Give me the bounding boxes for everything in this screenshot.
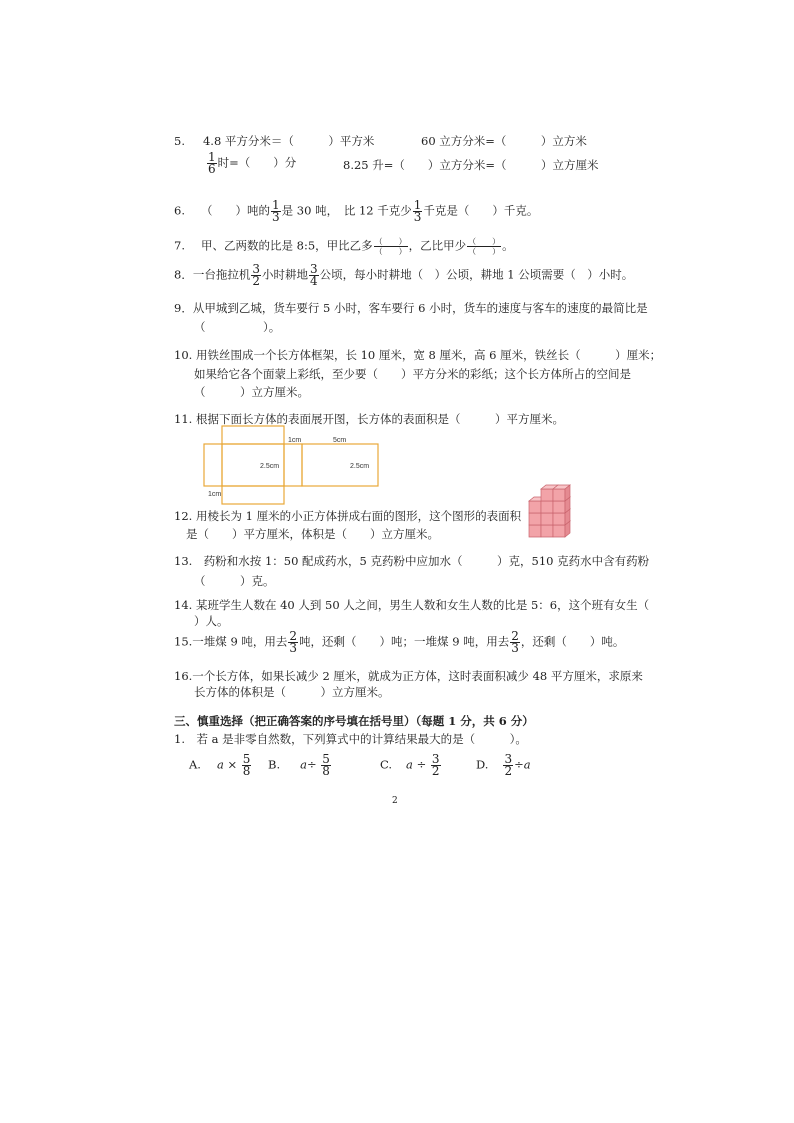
cube-face [553,525,565,537]
q9-line2: （ ）。 [194,320,281,334]
q5-line1b: 60 立方分米=（ ）立方米 [421,134,587,148]
cube-face [541,489,553,501]
box-net-diagram [202,424,382,506]
q12-line2: 是（ ）平方厘米，体积是（ ）立方厘米。 [186,527,439,541]
cube-face [541,513,553,525]
q8-line: 8．一台拖拉机 $\frac{3}{2}$ 小时耕地 $\frac{3}{4}$ 公顷，每小时耕地（ ）公顷，耕地 1 公顷需要（ ）小时。 [174,262,634,288]
fraction: $\frac{3}{2}$ [504,752,513,778]
page-number: 2 [392,796,398,806]
net-face-right [284,444,302,486]
q6-line: 6. （ ）吨的 $\frac{1}{3}$ 是 30 吨， 比 12 千克少 $\frac{1}{3}$ 千克是（ ）千克。 [174,198,539,224]
q10-line3: （ ）立方厘米。 [194,385,309,399]
net-label: 1cm [208,491,222,498]
q14-line1: 14. 某班学生人数在 40 人到 50 人之间，男生人数和女生人数的比是 5：6，这个班有女生（ [174,598,650,612]
q15-line: 15.一堆煤 9 吨，用去 $\frac{2}{3}$ 吨，还剩（ ）吨；一堆煤 9 吨，用去 $\frac{2}{3}$ ，还剩（ ）吨。 [174,629,625,655]
blank-fraction: （ ） （ ） [468,237,501,256]
fraction: $\frac{3}{4}$ [309,262,318,288]
cube-face [529,501,541,513]
q5-line2b: 8.25 升=（ ）立方分米=（ ）立方厘米 [343,158,599,172]
fraction: $\frac{3}{2}$ [431,752,440,778]
fraction: $\frac{2}{3}$ [289,629,298,655]
option-b: B. a÷ $\frac{5}{8}$ [268,752,330,778]
q7-line: 7. 甲、乙两数的比是 8:5，甲比乙多 （ ） （ ） ，乙比甲少 （ ） （ ） 。 [174,237,514,256]
fraction: $\frac{1}{3}$ [271,198,280,224]
section3-heading: 三、慎重选择（把正确答案的序号填在括号里）（每题 1 分，共 6 分） [174,714,534,728]
cube-face [529,513,541,525]
blank-fraction: （ ） （ ） [374,237,407,256]
q13-line1: 13. 药粉和水按 1：50 配成药水，5 克药粉中应加水（ ）克，510 克药水中含有药粉 [174,554,650,568]
q10-line2: 如果给它各个面蒙上彩纸，至少要（ ）平方分米的彩纸；这个长方体所占的空间是 [194,367,631,381]
section3-q1: 1. 若 a 是非零自然数，下列算式中的计算结果最大的是（ ）。 [174,732,527,746]
q16-line1: 16.一个长方体，如果长减少 2 厘米，就成为正方体，这时表面积减少 48 平方厘米，求原来 [174,669,643,683]
fraction: $\frac{1}{6}$ [208,150,216,176]
cube-face [541,501,553,513]
q5-line2: $\frac{1}{6}$ 时=（ ）分 [208,150,297,176]
cube-face [529,525,541,537]
cube-face [553,501,565,513]
net-label: 5cm [333,437,347,444]
option-d: D. $\frac{3}{2}$ ÷a [476,752,531,778]
fraction: $\frac{2}{3}$ [511,629,519,655]
option-a: A. a × $\frac{5}{8}$ [189,752,251,778]
cube-face [553,489,565,501]
fraction: $\frac{3}{2}$ [252,262,260,288]
net-face-bottom [222,486,284,504]
fraction: $\frac{5}{8}$ [242,752,251,778]
cube-face [553,513,565,525]
net-face-left [204,444,222,486]
cube-face [541,525,553,537]
option-c: C. a ÷ $\frac{3}{2}$ [380,752,440,778]
q5-line1: 5. 4.8 平方分米＝（ ）平方米 [174,134,375,148]
q9-line1: 9．从甲城到乙城，货车要行 5 小时，客车要行 6 小时，货车的速度与客车的速度的最简比是 [174,301,648,315]
cube-stack-figure [527,473,571,541]
q16-line2: 长方体的体积是（ ）立方厘米。 [194,685,390,699]
q10-line1: 10. 用铁丝围成一个长方体框架，长 10 厘米，宽 8 厘米，高 6 厘米，铁丝长（ ）厘米； [174,348,662,362]
fraction: $\frac{5}{8}$ [322,752,330,778]
net-label: 2.5cm [260,463,280,470]
q11-line: 11. 根据下面长方体的表面展开图，长方体的表面积是（ ）平方厘米。 [174,412,564,426]
q13-line2: （ ）克。 [194,574,275,588]
fraction: $\frac{1}{3}$ [413,198,422,224]
net-face-top [222,426,284,444]
net-label: 1cm [288,437,302,444]
q14-line2: ）人。 [194,614,229,628]
q12-line1: 12. 用棱长为 1 厘米的小正方体拼成右面的图形，这个图形的表面积 [174,509,522,523]
net-label: 2.5cm [350,463,370,470]
